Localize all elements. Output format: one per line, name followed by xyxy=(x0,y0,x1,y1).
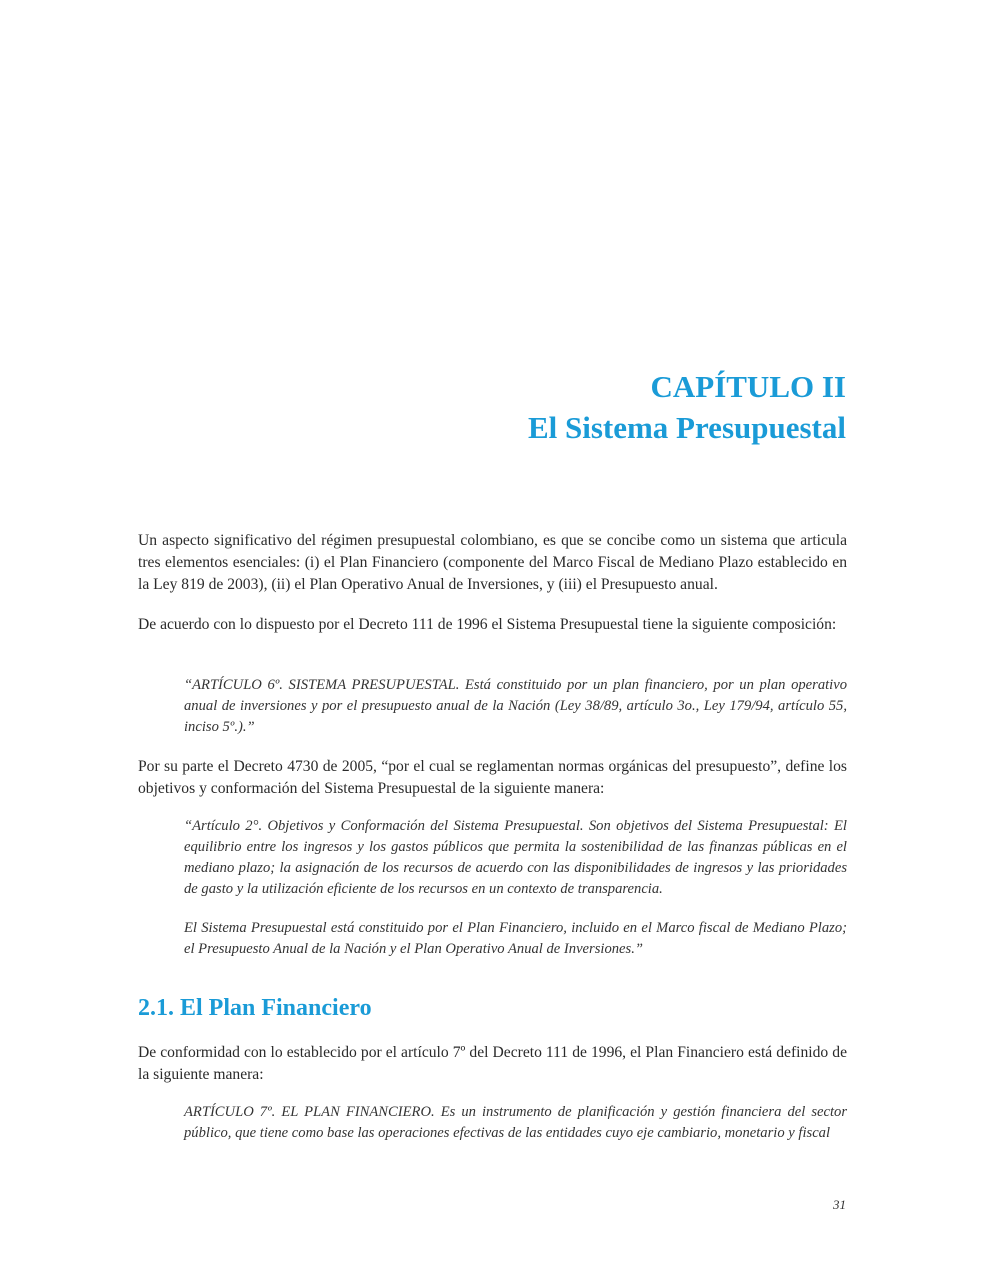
paragraph-text: Por su parte el Decreto 4730 de 2005, “por el cual se reglamentan normas orgánicas del presupuesto”, define los objetivos y conformación del Sistema Presupuestal de la siguiente manera: xyxy=(138,758,847,797)
quote-text: El Sistema Presupuestal está constituido por el Plan Financiero, incluido en el Marco fiscal de Mediano Plazo; el Presupuesto Anual de la Nación y el Plan Operativo Anual de Inversiones.” xyxy=(184,920,847,957)
page-number: 31 xyxy=(833,1197,846,1212)
chapter-heading xyxy=(528,366,846,448)
paragraph-text: De conformidad con lo establecido por el artículo 7º del Decreto 111 de 1996, el Plan Financiero está definido de la siguiente manera: xyxy=(138,1044,847,1083)
quote-text: “Artículo 2°. Objetivos y Conformación del Sistema Presupuestal. Son objetivos del Sistema Presupuestal: El equilibrio entre los ingresos y los gastos públicos que permita la sostenibilidad de las finanzas públicas en el mediano plazo; la asignación de los recursos de acuerdo con las disponibilidades de ingresos y las prioridades de gasto y la utilización eficiente de los recursos en un contexto de transparencia. xyxy=(184,818,847,897)
paragraph-text: Un aspecto significativo del régimen presupuestal colombiano, es que se concibe como un sistema que articula tres elementos esenciales: (i) el Plan Financiero (componente del Marco Fiscal de Mediano Plazo establecido en la Ley 819 de 2003), (ii) el Plan Operativo Anual de Inversiones, y (iii) el Presupuesto anual. xyxy=(138,532,847,593)
paragraph-text: De acuerdo con lo dispuesto por el Decreto 111 de 1996 el Sistema Presupuestal tiene la siguiente composición: xyxy=(138,616,837,633)
paragraph-decreto-4730 xyxy=(138,756,847,800)
chapter-title: El Sistema Presupuestal xyxy=(527,410,846,445)
paragraph-articulo-7-intro xyxy=(138,1042,847,1086)
quote-articulo-7 xyxy=(184,1102,847,1144)
quote-articulo-6 xyxy=(184,675,847,738)
paragraph-decreto-111 xyxy=(138,614,847,636)
quote-sistema-constituido xyxy=(184,918,847,960)
quote-articulo-2 xyxy=(184,816,847,900)
section-heading: 2.1. El Plan Financiero xyxy=(138,995,372,1021)
chapter-label: CAPÍTULO II xyxy=(650,369,846,404)
paragraph-intro xyxy=(138,530,847,596)
quote-text: ARTÍCULO 7º. EL PLAN FINANCIERO. Es un instrumento de planificación y gestión financiera del sector público, que tiene como base las operaciones efectivas de las entidades cuyo eje cambiario, monetario y fiscal xyxy=(184,1104,847,1141)
quote-text: “ARTÍCULO 6º. SISTEMA PRESUPUESTAL. Está constituido por un plan financiero, por un plan operativo anual de inversiones y por el presupuesto anual de la Nación (Ley 38/89, artículo 3o., Ley 179/94, artículo 55, inciso 5º.).” xyxy=(184,677,847,735)
